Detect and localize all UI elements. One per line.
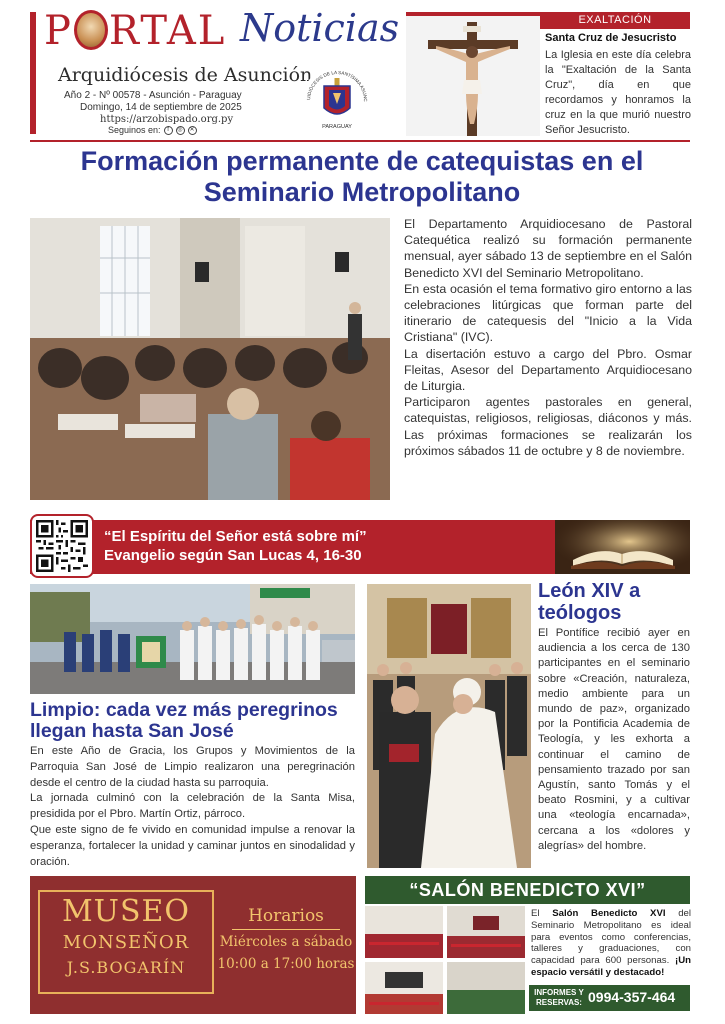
- qr-code-icon[interactable]: [30, 514, 94, 578]
- main-article-paragraph: Participaron agentes pastorales en general, catequistas, religiosos, religiosas, diáconos y más. Las próximas formaciones se realizarán los próximos sábados 11 de octubre y 8 de noviembre.: [404, 395, 692, 458]
- museo-days: Miércoles a sábado: [219, 934, 353, 950]
- limpio-paragraph: En este Año de Gracia, los Grupos y Movimientos de la Parroquia San José de Limpio realizaron una peregrinación desde el centro de la ciudad hasta su parroquia.: [30, 745, 355, 789]
- salon-description: [531, 908, 691, 979]
- limpio-paragraph: La jornada culminó con la celebración de la Santa Misa, presidida por el Pbro. Martín Ortiz, párroco.: [30, 792, 355, 821]
- exaltacion-title: Santa Cruz de Jesucristo: [545, 32, 677, 44]
- masthead-portal-logo: [44, 8, 226, 54]
- museo-horarios-heading: Horarios: [248, 906, 324, 926]
- limpio-body: [30, 744, 355, 870]
- museo-horarios-rule: [232, 929, 340, 930]
- museo-line-1: MUSEO: [61, 894, 191, 929]
- main-article-title: Formación permanente de catequistas en el Seminario Metropolitano: [80, 146, 644, 207]
- gospel-reference: Evangelio según San Lucas 4, 16-30: [104, 547, 362, 564]
- main-article-paragraph: El Departamento Arquidiocesano de Pastoral Catequética realizó su formación permanente mensual, ayer sábado 13 de septiembre en el Salón Benedicto XVI del Seminario Metropolitano.: [404, 217, 692, 280]
- salon-phone-number[interactable]: 0994-357-464: [588, 989, 676, 1005]
- masthead-accent-bar: [30, 12, 36, 134]
- portal-rest: RTAL: [108, 8, 227, 54]
- open-bible-image: [555, 520, 690, 574]
- main-article-paragraph: La disertación estuvo a cargo del Pbro. Osmar Fleitas, Asesor del Departamento Arquidiocesano de Liturgia.: [404, 346, 692, 394]
- exaltacion-body: La Iglesia en este día celebra la "Exaltación de la Santa Cruz", día en que recordamos y honramos la cruz en la que murió nuestro Señor Jesucristo.: [545, 49, 691, 136]
- virgin-medallion-icon: [74, 10, 108, 50]
- salon-title: “SALÓN BENEDICTO XVI”: [365, 876, 690, 904]
- limpio-procession-photo: [30, 584, 355, 694]
- salon-text-tail: ¡Un espacio versátil y destacado!: [531, 955, 691, 978]
- facebook-icon[interactable]: f: [164, 126, 173, 135]
- exaltacion-tag: EXALTACIÓN: [540, 12, 690, 29]
- gospel-quote: “El Espíritu del Señor está sobre mí”: [104, 528, 367, 545]
- instagram-icon[interactable]: ◎: [177, 126, 183, 133]
- issue-date: Domingo, 14 de septiembre de 2025: [80, 102, 242, 113]
- catechists-classroom-photo: [30, 218, 390, 500]
- seal-arc-text: UIDIÓCESIS DE LA SANTÍSIMA ASUNC: [305, 69, 369, 102]
- main-article-body: [404, 216, 692, 459]
- qr-code-pattern: [36, 520, 88, 572]
- x-icon[interactable]: ✕: [189, 126, 195, 133]
- salon-text-bold: Salón Benedicto XVI: [552, 908, 666, 919]
- limpio-title: Limpio: cada vez más peregrinos llegan hasta San José: [30, 699, 338, 742]
- museo-hours: 10:00 a 17:00 horas: [217, 956, 355, 972]
- salon-text-post: del Seminario Metropolitano es ideal para eventos como conferencias, talleres y graduaciones, con capacidad para 600 personas.: [531, 908, 692, 967]
- leon-body: El Pontífice recibió ayer en audiencia a los cerca de 130 participantes en el seminario sobre «Creación, naturaleza, medio ambiente para un mundo de paz», organizado por la Pontificia Academia de Teología, y les exhorta a continuar el camino de pensamiento trazado por san Agustín, santo Tomás y el beato Rosmini, y a cultivar una «teología encarnada», cercana a los «dolores y alegrías» del hombre.: [538, 627, 690, 852]
- museo-line-2: MONSEÑOR: [62, 932, 190, 953]
- museo-line-3: J.S.BOGARÍN: [66, 958, 186, 977]
- salon-phone-label: INFORMES Y RESERVAS:: [534, 988, 584, 1007]
- main-article-paragraph: En esta ocasión el tema formativo giro entorno a las celebraciones litúrgicas que forman parte del itinerario de catequesis del "Inicio a la Vida Cristiana" (IVC).: [404, 281, 692, 345]
- salon-photos-collage: [365, 906, 525, 1014]
- follow-label: Seguinos en:: [108, 125, 161, 135]
- salon-text-pre: El: [531, 908, 553, 919]
- archdiocese-seal-icon: [300, 64, 374, 138]
- seal-country: PARAGUAY: [322, 124, 352, 130]
- crucifix-image: [406, 16, 540, 136]
- leon-title: León XIV a teólogos: [538, 580, 641, 624]
- social-follow: [108, 125, 197, 135]
- limpio-paragraph: Que este signo de fe vivido en comunidad impulse a renovar la esperanza, fortalecer la unidad y caminar juntos en sinodalidad y oración.: [30, 823, 355, 868]
- pope-audience-photo: [367, 584, 531, 868]
- masthead-divider: [30, 140, 690, 142]
- website-link[interactable]: https://arzobispado.org.py: [100, 114, 234, 125]
- issue-info: Año 2 - Nº 00578 - Asunción - Paraguay: [64, 90, 242, 101]
- masthead-noticias: Noticias: [240, 6, 400, 50]
- portal-p: P: [44, 8, 73, 54]
- masthead-subtitle: Arquidiócesis de Asunción: [58, 64, 313, 86]
